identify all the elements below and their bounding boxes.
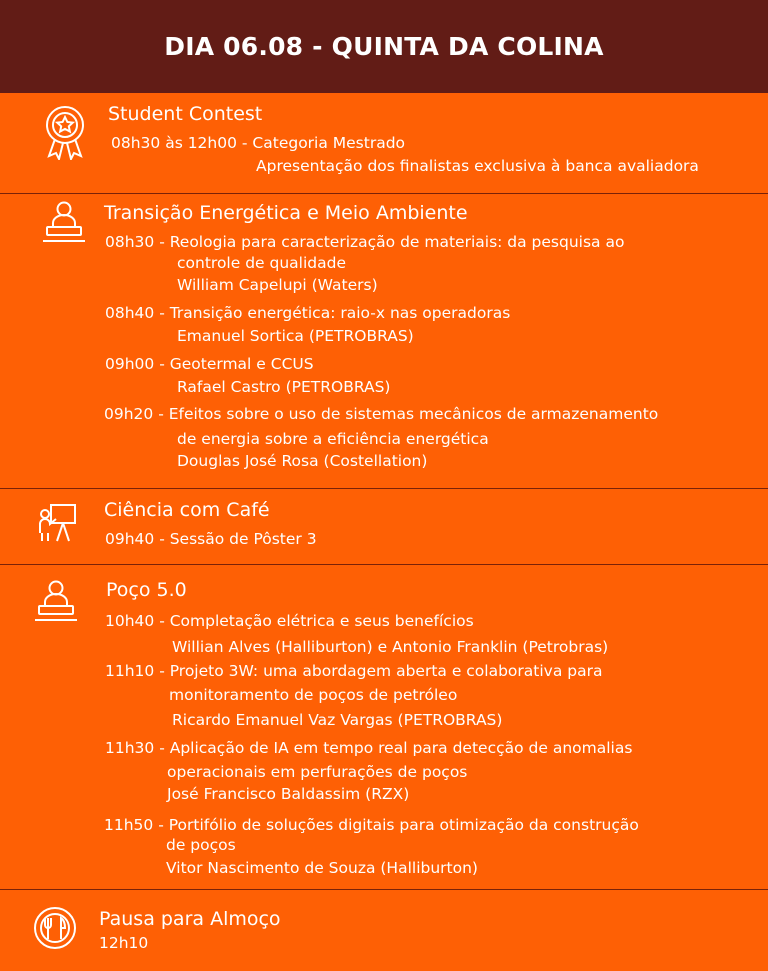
- section-title: Ciência com Café: [104, 499, 270, 521]
- schedule-line: Rafael Castro (PETROBRAS): [177, 378, 391, 396]
- schedule-line: 11h10 - Projeto 3W: uma abordagem aberta e colaborativa para: [105, 662, 603, 680]
- schedule-line: 09h20 - Efeitos sobre o uso de sistemas mecânicos de armazenamento: [104, 405, 659, 423]
- speaker-at-podium-icon: [42, 201, 86, 243]
- section-divider: [0, 488, 768, 489]
- speaker-at-podium-icon: [34, 580, 78, 622]
- section-title: Student Contest: [108, 103, 263, 125]
- schedule-line: 11h30 - Aplicação de IA em tempo real para detecção de anomalias: [105, 739, 633, 757]
- schedule-line: 09h00 - Geotermal e CCUS: [105, 355, 314, 373]
- section-divider: [0, 889, 768, 890]
- presenter-board-icon: [37, 503, 77, 543]
- schedule-line: Willian Alves (Halliburton) e Antonio Franklin (Petrobras): [172, 638, 609, 656]
- schedule-line: operacionais em perfurações de poços: [167, 763, 468, 781]
- schedule-line: Vitor Nascimento de Souza (Halliburton): [166, 859, 478, 877]
- page-header: [0, 0, 768, 93]
- schedule-line: 12h10: [99, 934, 149, 952]
- schedule-line: monitoramento de poços de petróleo: [169, 686, 458, 704]
- section-title: Transição Energética e Meio Ambiente: [104, 202, 468, 224]
- schedule-line: 08h40 - Transição energética: raio-x nas operadoras: [105, 304, 511, 322]
- schedule-line: 08h30 - Reologia para caracterização de materiais: da pesquisa ao: [105, 233, 625, 251]
- section-divider: [0, 564, 768, 565]
- section-title: Pausa para Almoço: [99, 908, 281, 930]
- schedule-line: 11h50 - Portifólio de soluções digitais para otimização da construção: [104, 816, 639, 834]
- schedule-line: Emanuel Sortica (PETROBRAS): [177, 327, 414, 345]
- schedule-line: William Capelupi (Waters): [177, 276, 378, 294]
- schedule-line: 08h30 às 12h00 - Categoria Mestrado: [111, 134, 406, 152]
- schedule-line: 09h40 - Sessão de Pôster 3: [105, 530, 317, 548]
- section-divider: [0, 193, 768, 194]
- schedule-line: controle de qualidade: [177, 254, 346, 272]
- schedule-line: José Francisco Baldassim (RZX): [167, 785, 410, 803]
- schedule-line: de energia sobre a eficiência energética: [177, 430, 489, 448]
- schedule-line: 10h40 - Completação elétrica e seus benefícios: [105, 612, 474, 630]
- section-title: Poço 5.0: [106, 579, 187, 601]
- schedule-line: de poços: [166, 836, 236, 854]
- schedule-line: Douglas José Rosa (Costellation): [177, 452, 428, 470]
- award-ribbon-icon: [44, 104, 86, 160]
- plate-fork-knife-icon: [33, 906, 77, 950]
- schedule-line: Ricardo Emanuel Vaz Vargas (PETROBRAS): [172, 711, 503, 729]
- schedule-line: Apresentação dos finalistas exclusiva à banca avaliadora: [256, 157, 699, 175]
- page-title: DIA 06.08 - QUINTA DA COLINA: [164, 32, 604, 61]
